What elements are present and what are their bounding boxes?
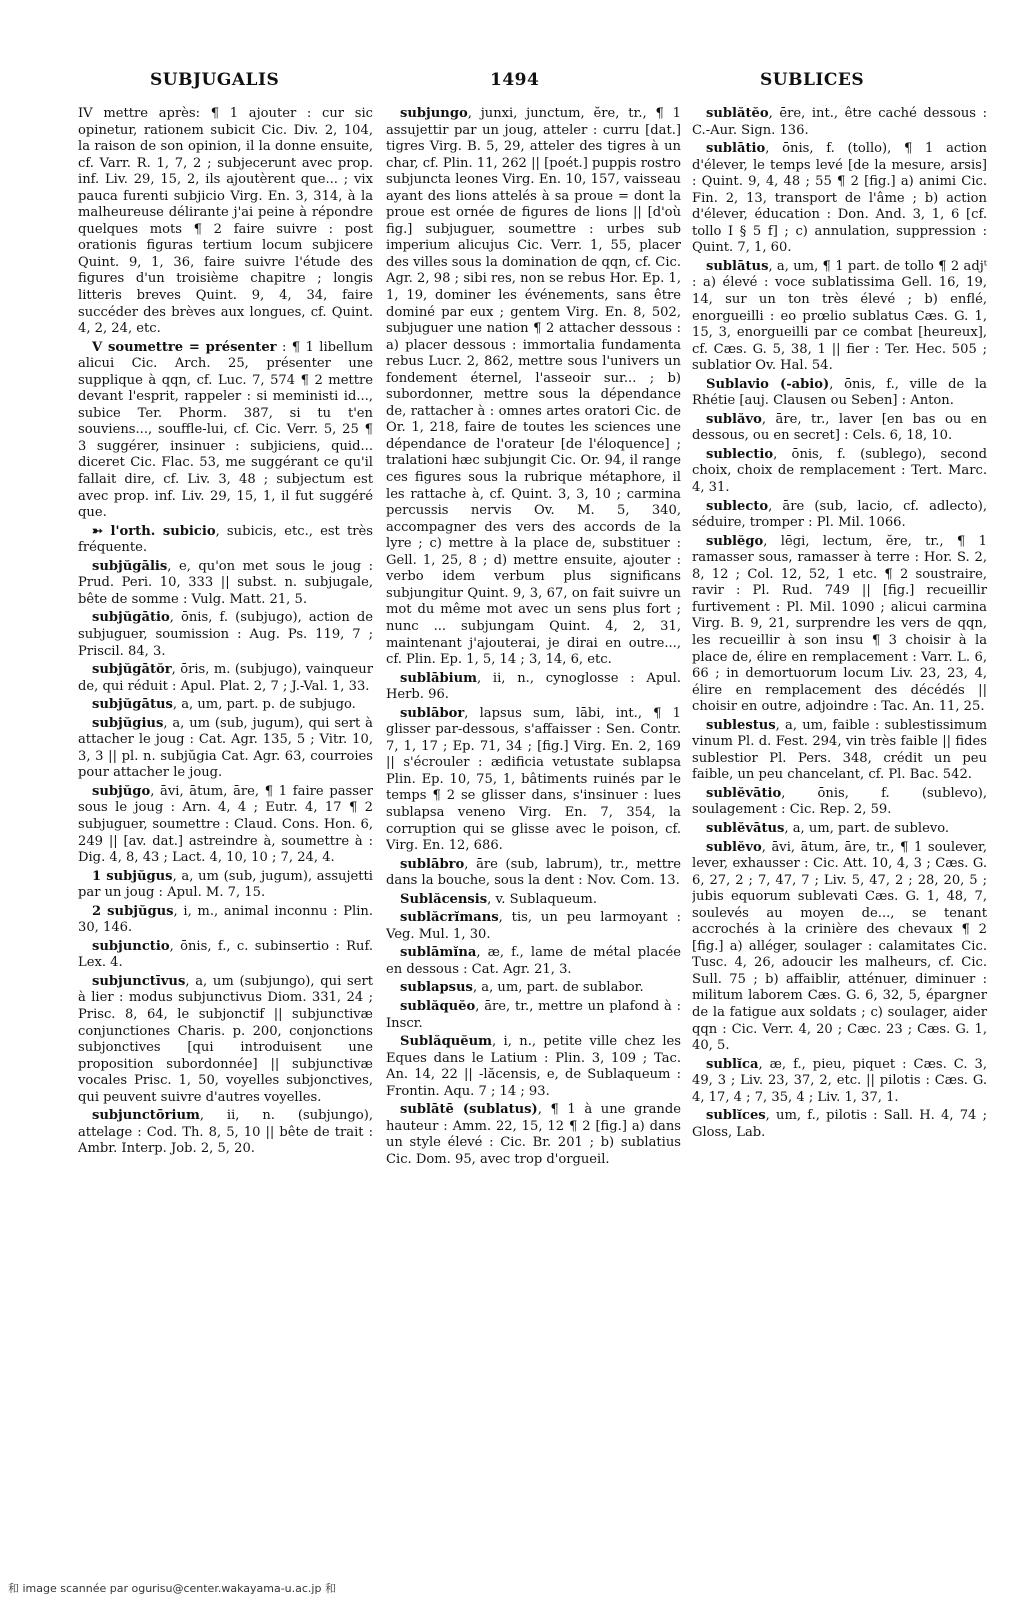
column-middle bbox=[386, 106, 681, 1546]
entry: IV mettre après: ¶ 1 ajouter : cur sic opinetur, rationem subicit Cic. Div. 2, 104, la raison de son opinion, il la donne ensuite, cf. Varr. R. 1, 7, 2 ; subjecerunt avec prop. inf. Liv. 29, 15, 2, ils ajoutèrent que... ; vix pauca furenti subjicio Virg. En. 3, 314, à la malheureuse délirante j'ai peine à répondre quelques mots ¶ 2 faire suivre : post orationis figuras tertium locum subjicere Quint. 9, 1, 36, faire suivre l'étude des figures d'un troisième chapitre ; longis litteris breves Quint. 9, 4, 34, faire succéder des brèves aux longues, cf. Quint. 4, 2, 24, etc. bbox=[78, 106, 373, 337]
entry: subjŭgātus, a, um, part. p. de subjugo. bbox=[92, 697, 356, 713]
entry: sublĕvo, āvi, ātum, āre, tr., ¶ 1 soulever, lever, exhausser : Cic. Att. 10, 4, 3 ; Cæs. G. 6, 27, 2 ; 7, 47, 7 ; Liv. 5, 47, 2 ; 28, 20, 5 ; jubis equorum sublevati Cæs. G. 1, 48, 7, soulevés au moyen de..., se tenant accrochés à la crinière des chevaux ¶ 2 [fig.] a) alléger, soulager : calamitates Cic. Tusc. 4, 26, adoucir les malheurs, cf. Cic. Sull. 75 ; b) affaiblir, atténuer, diminuer : militum laborem Cæs. G. 6, 32, 5, épargner de la fatigue aux soldats ; c) soulager, aider qqn : Cic. Verr. 4, 20 ; Cæc. 23 ; Cæs. G. 1, 40, 5. bbox=[692, 839, 987, 1054]
entry: subjunctīvus, a, um (subjungo), qui sert à lier : modus subjunctivus Diom. 331, 24 ; Prisc. 8, 64, le subjonctif || subjunctivæ conjunctiones Charis. p. 200, conjonctions subjonctives [qui introduisent une proposition subordonnée] || subjunctivæ vocales Prisc. 1, 50, voyelles subjonctives, qui peuvent suivre d'autres voyelles. bbox=[78, 973, 373, 1105]
entry: subjŭgātio, ōnis, f. (subjugo), action de subjuguer, soumission : Aug. Ps. 119, 7 ; Priscil. 84, 3. bbox=[78, 610, 373, 659]
entry: sublĕvātus, a, um, part. de sublevo. bbox=[706, 820, 950, 836]
entry: sublĭces, um, f., pilotis : Sall. H. 4, 74 ; Gloss, Lab. bbox=[692, 1108, 987, 1140]
entry: subjŭgius, a, um (sub, jugum), qui sert à attacher le joug : Cat. Agr. 135, 5 ; Vitr. 10, 3, 3 || pl. n. subjŭgia Cat. Agr. 63, courroies pour attacher le joug. bbox=[78, 715, 373, 781]
scan-credit: 和 image scannée par ogurisu@center.wakayama-u.ac.jp 和 bbox=[8, 1582, 336, 1595]
entry: V soumettre = présenter : ¶ 1 libellum alicui Cic. Arch. 25, présenter une supplique à qqn, cf. Luc. 7, 574 ¶ 2 mettre devant l'esprit, rappeler : si meministi id..., subice Ter. Phorm. 387, si tu t'en souviens..., souffle-lui, cf. Cic. Verr. 5, 25 ¶ 3 suggérer, insinuer : subjiciens, quid... diceret Cic. Flac. 53, me suggérant ce qu'il fallait dire, cf. Liv. 3, 48 ; subjectum est avec prop. inf. Liv. 29, 15, 1, il fut suggéré que. bbox=[78, 339, 373, 521]
entry: sublăcrĭmans, tis, un peu larmoyant : Veg. Mul. 1, 30. bbox=[386, 910, 681, 942]
entry: sublāmĭna, æ, f., lame de métal placée en dessous : Cat. Agr. 21, 3. bbox=[386, 945, 681, 977]
entry: sublĕvātio, ōnis, f. (sublevo), soulagement : Cic. Rep. 2, 59. bbox=[692, 785, 987, 818]
entry: sublectio, ōnis, f. (sublego), second choix, choix de remplacement : Tert. Marc. 4, 31. bbox=[692, 446, 987, 496]
entry: sublĕgo, lēgi, lectum, ĕre, tr., ¶ 1 ramasser sous, ramasser à terre : Hor. S. 2, 8, 12 ; Col. 12, 52, 1 etc. ¶ 2 soustraire, ravir : Pl. Rud. 749 || [fig.] recueillir furtivement : Pl. Mil. 1090 ; alicui carmina Virg. B. 9, 21, surprendre les vers de qqn, les recueillir à son insu ¶ 3 choisir à la place de, élire en remplacement : Varr. L. 6, 66 ; in demortuorum locum Liv. 23, 23, 4, élire en remplacement des décédés || choisir en outre, adjoindre : Tac. An. 11, 25. bbox=[692, 533, 987, 715]
entry: sublātē (sublatus), ¶ 1 à une grande hauteur : Amm. 22, 15, 12 ¶ 2 [fig.] a) dans un style élevé : Cic. Br. 201 ; b) sublatius Cic. Dom. 95, avec trop d'orgueil. bbox=[386, 1102, 681, 1167]
entry: sublātus, a, um, ¶ 1 part. de tollo ¶ 2 adjᵗ : a) élevé : voce sublatissima Gell. 16, 19, 14, sur un ton très élevé ; b) enflé, enorgueilli : eo prœlio sublatus Cæs. G. 1, 15, 3, enorgueilli par ce combat [heureux], cf. Cæs. G. 5, 38, 1 || fier : Ter. Hec. 505 ; sublatior Ov. Hal. 54. bbox=[692, 258, 987, 374]
entry: 1 subjŭgus, a, um (sub, jugum), assujetti par un joug : Apul. M. 7, 15. bbox=[78, 868, 373, 901]
left-running-head: SUBJUGALIS bbox=[150, 70, 280, 90]
entry: sublĭca, æ, f., pieu, piquet : Cæs. C. 3, 49, 3 ; Liv. 23, 37, 2, etc. || pilotis : Cæs. G. 4, 17, 4 ; 7, 35, 4 ; Liv. 1, 37, 1. bbox=[692, 1056, 987, 1105]
entry: sublātio, ōnis, f. (tollo), ¶ 1 action d'élever, le temps levé [de la mesure, arsis] : Quint. 9, 4, 48 ; 55 ¶ 2 [fig.] a) animi Cic. Fin. 2, 13, transport de l'âme ; b) action d'élever, éducation : Don. And. 3, 1, 6 [cf. tollo I § 5 f] ; c) annulation, suppression : Quint. 7, 1, 60. bbox=[692, 141, 987, 256]
page-header bbox=[0, 70, 1024, 98]
column-right bbox=[692, 106, 987, 1546]
right-running-head: SUBLICES bbox=[760, 70, 865, 90]
page-number: 1494 bbox=[490, 70, 540, 90]
entry: Sublăcensis, v. Sublaqueum. bbox=[400, 891, 597, 907]
entry-note: ➳ l'orth. subicio, subicis, etc., est très fréquente. bbox=[78, 523, 373, 556]
entry: subjŭgo, āvi, ātum, āre, ¶ 1 faire passer sous le joug : Arn. 4, 4 ; Eutr. 4, 17 ¶ 2 subjuguer, soumettre : Claud. Cons. Hon. 6, 249 || [av. dat.] astreindre à, soumettre à : Dig. 4, 8, 43 ; Lact. 4, 10, 10 ; 7, 24, 4. bbox=[78, 783, 373, 866]
entry: sublestus, a, um, faible : sublestissimum vinum Pl. d. Fest. 294, vin très faible || fides sublestior Pl. Pers. 348, crédit un peu faible, un peu chancelant, cf. Pl. Bac. 542. bbox=[692, 717, 987, 783]
entry: sublābro, āre (sub, labrum), tr., mettre dans la bouche, sous la dent : Nov. Com. 13. bbox=[386, 856, 681, 889]
entry: sublătĕo, ēre, int., être caché dessous : C.-Aur. Sign. 136. bbox=[692, 106, 987, 138]
entry: sublapsus, a, um, part. de sublabor. bbox=[400, 980, 644, 996]
entry: subjŭgālis, e, qu'on met sous le joug : Prud. Peri. 10, 333 || subst. n. subjugale, bête de somme : Vulg. Matt. 21, 5. bbox=[78, 558, 373, 607]
entry: Sublăquĕum, i, n., petite ville chez les Eques dans le Latium : Plin. 3, 109 ; Tac. An. 14, 22 || -lăcensis, e, de Sublaqueum : Frontin. Aqu. 7 ; 14 ; 93. bbox=[386, 1034, 681, 1099]
entry: sublăvo, āre, tr., laver [en bas ou en dessous, ou en secret] : Cels. 6, 18, 10. bbox=[692, 411, 987, 444]
entry: sublecto, āre (sub, lacio, cf. adlecto), séduire, tromper : Pl. Mil. 1066. bbox=[692, 498, 987, 531]
entry: subjungo, junxi, junctum, ĕre, tr., ¶ 1 assujettir par un joug, atteler : curru [dat.] tigres Virg. B. 5, 29, atteler des tigres à un char, cf. Plin. 11, 262 || [poét.] puppis rostro subjuncta leones Virg. En. 10, 157, vaisseau ayant des lions attelés à sa proue = dont la proue est ornée de figures de lions || [d'où fig.] subjuguer, soumettre : urbes sub imperium alicujus Cic. Verr. 1, 55, placer des villes sous la domination de qqn, cf. Cic. Agr. 2, 98 ; sibi res, non se rebus Hor. Ep. 1, 1, 19, dominer les événements, sans être dominé par eux ; gentem Virg. En. 8, 502, subjuguer une nation ¶ 2 attacher dessous : a) placer dessous : immortalia fundamenta rebus Lucr. 2, 862, mettre sous l'univers un fondement éternel, l'asseoir sur... ; b) subordonner, mettre sous la dépendance de, rattacher à : omnes artes oratori Cic. de Or. 1, 218, faire de toutes les sciences une dépendance de l'orateur [de l'éloquence] ; tralationi hæc subjungit Cic. Or. 94, il range ces figures sous la rubrique métaphore, il les rattache à, cf. Quint. 3, 3, 10 ; carmina percussis nervis Ov. M. 5, 340, accompagner des vers des accords de la lyre ; c) mettre à la place de, substituer : Gell. 1, 25, 8 ; d) mettre ensuite, ajouter : verbo idem verbum plus significans subjungitur Quint. 9, 3, 67, on fait suivre un mot du même mot avec un sens plus fort ; nunc ... subjungam Quint. 4, 2, 31, maintenant j'ajouterai, je dirai en outre..., cf. Plin. Ep. 1, 5, 14 ; 3, 14, 6, etc. bbox=[386, 106, 681, 668]
entry: Sublavio (-abio), ōnis, f., ville de la Rhétie [auj. Clausen ou Seben] : Anton. bbox=[692, 376, 987, 409]
entry: subjŭgātŏr, ōris, m. (subjugo), vainqueur de, qui réduit : Apul. Plat. 2, 7 ; J.-Val. 1, 33. bbox=[78, 662, 373, 694]
entry: 2 subjŭgus, i, m., animal inconnu : Plin. 30, 146. bbox=[78, 903, 373, 936]
column-left bbox=[78, 106, 373, 1546]
entry: sublābor, lapsus sum, lābi, int., ¶ 1 glisser par-dessous, s'affaisser : Sen. Contr. 7, 1, 17 ; Ep. 71, 34 ; [fig.] Virg. En. 2, 169 || s'écrouler : ædificia vetustate sublapsa Plin. Ep. 10, 75, 1, bâtiments ruinés par le temps ¶ 2 se glisser dans, s'insinuer : lues sublapsa veneno Virg. En. 7, 354, la corruption qui se glisse avec le poison, cf. Virg. En. 12, 686. bbox=[386, 705, 681, 854]
entry: subjunctio, ōnis, f., c. subinsertio : Ruf. Lex. 4. bbox=[78, 938, 373, 971]
entry: sublăquĕo, āre, tr., mettre un plafond à : Inscr. bbox=[386, 998, 681, 1031]
entry: subjunctōrium, ii, n. (subjungo), attelage : Cod. Th. 8, 5, 10 || bête de trait : Ambr. Interp. Job. 2, 5, 20. bbox=[78, 1108, 373, 1157]
entry: sublābium, ii, n., cynoglosse : Apul. Herb. 96. bbox=[386, 670, 681, 703]
